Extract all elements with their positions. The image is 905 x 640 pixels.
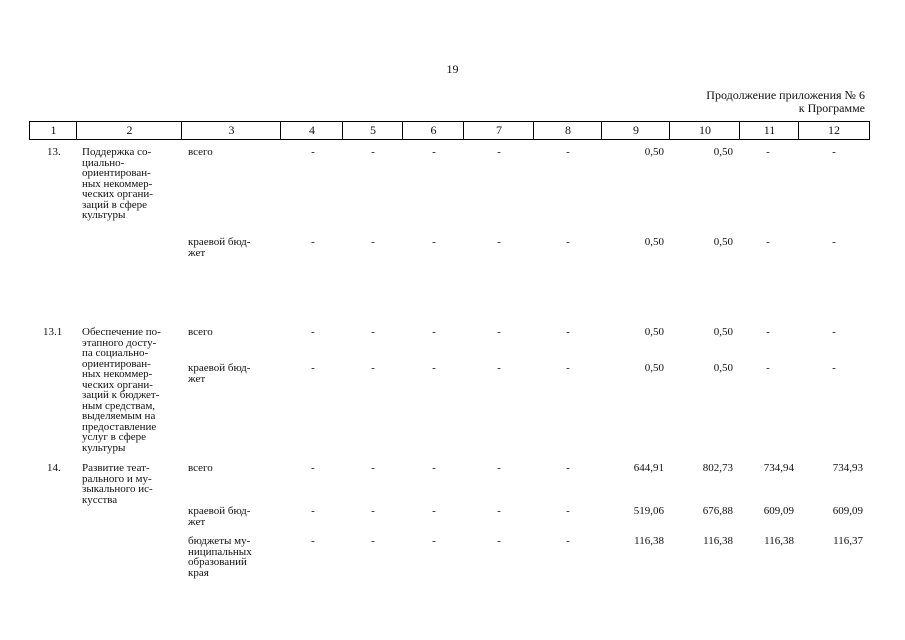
header-cell-1: 1 [29,121,77,140]
row-source: всего [188,146,213,158]
cell-col8: - [566,505,570,517]
header-cell-5: 5 [342,121,403,140]
header-cell-4: 4 [280,121,343,140]
cell-col5: - [371,146,375,158]
table-header-row [29,121,869,140]
cell-col10: 802,73 [702,462,733,474]
cell-col9: 0,50 [644,362,664,374]
cell-col8: - [566,362,570,374]
cell-col12: 734,93 [832,462,863,474]
cell-col12: 609,09 [832,505,863,517]
row-source: всего [188,326,213,338]
cell-col8: - [566,146,570,158]
row-name: Развитие теат- рального и му- зыкального ис- кусства [82,462,153,506]
row-name: Поддержка со- циально- ориентирован- ных некоммер- ческих органи- заций в сфере культуры [82,146,153,221]
appendix-note [706,89,865,115]
cell-col9: 644,91 [633,462,664,474]
cell-col10: 0,50 [713,362,733,374]
cell-col6: - [432,462,436,474]
cell-col4: - [311,462,315,474]
cell-col9: 519,06 [633,505,664,517]
header-cell-8: 8 [533,121,602,140]
cell-col4: - [311,362,315,374]
cell-col4: - [311,535,315,547]
header-cell-10: 10 [669,121,740,140]
cell-col10: 0,50 [713,146,733,158]
cell-col9: 0,50 [644,326,664,338]
cell-col4: - [311,236,315,248]
cell-col11: 116,38 [764,535,794,547]
cell-col8: - [566,236,570,248]
cell-col5: - [371,535,375,547]
cell-col7: - [497,362,501,374]
cell-col6: - [432,505,436,517]
cell-col7: - [497,146,501,158]
cell-col11: - [766,146,770,158]
row-source: краевой бюд- жет [188,505,251,528]
header-cell-12: 12 [798,121,870,140]
cell-col5: - [371,326,375,338]
cell-col11: - [766,236,770,248]
cell-col7: - [497,236,501,248]
header-cell-3: 3 [181,121,281,140]
cell-col5: - [371,236,375,248]
cell-col9: 116,38 [634,535,664,547]
header-cell-7: 7 [463,121,534,140]
cell-col10: 116,38 [703,535,733,547]
cell-col5: - [371,362,375,374]
cell-col6: - [432,326,436,338]
cell-col7: - [497,326,501,338]
row-name: Обеспечение по- этапного досту- па социально- ориентирован- ных некоммер- ческих органи- заций к бюджет- ным средствам, выделяемым на предоставление услуг в сфере культуры [82,326,161,454]
cell-col5: - [371,505,375,517]
row-number: 14. [47,462,61,474]
cell-col8: - [566,326,570,338]
cell-col9: 0,50 [644,236,664,248]
cell-col4: - [311,326,315,338]
cell-col11: 734,94 [763,462,794,474]
row-source: краевой бюд- жет [188,362,251,385]
cell-col12: 116,37 [833,535,863,547]
cell-col6: - [432,146,436,158]
cell-col11: - [766,362,770,374]
cell-col6: - [432,236,436,248]
cell-col7: - [497,535,501,547]
header-cell-9: 9 [601,121,670,140]
cell-col11: - [766,326,770,338]
row-source: бюджеты му- ниципальных образований края [188,535,252,579]
row-source: краевой бюд- жет [188,236,251,259]
cell-col8: - [566,462,570,474]
header-cell-2: 2 [76,121,182,140]
header-cell-6: 6 [402,121,464,140]
cell-col10: 676,88 [702,505,733,517]
row-source: всего [188,462,213,474]
cell-col6: - [432,362,436,374]
cell-col12: - [832,146,836,158]
appendix-line-1: Продолжение приложения № 6 [706,88,865,102]
cell-col6: - [432,535,436,547]
cell-col5: - [371,462,375,474]
cell-col11: 609,09 [763,505,794,517]
cell-col12: - [832,326,836,338]
cell-col4: - [311,146,315,158]
cell-col9: 0,50 [644,146,664,158]
cell-col10: 0,50 [713,236,733,248]
cell-col8: - [566,535,570,547]
row-number: 13.1 [43,326,63,338]
cell-col7: - [497,462,501,474]
cell-col7: - [497,505,501,517]
cell-col12: - [832,236,836,248]
cell-col10: 0,50 [713,326,733,338]
row-number: 13. [47,146,61,158]
header-cell-11: 11 [739,121,799,140]
cell-col12: - [832,362,836,374]
page-number: 19 [446,62,459,76]
appendix-line-2: к Программе [798,101,865,115]
cell-col4: - [311,505,315,517]
